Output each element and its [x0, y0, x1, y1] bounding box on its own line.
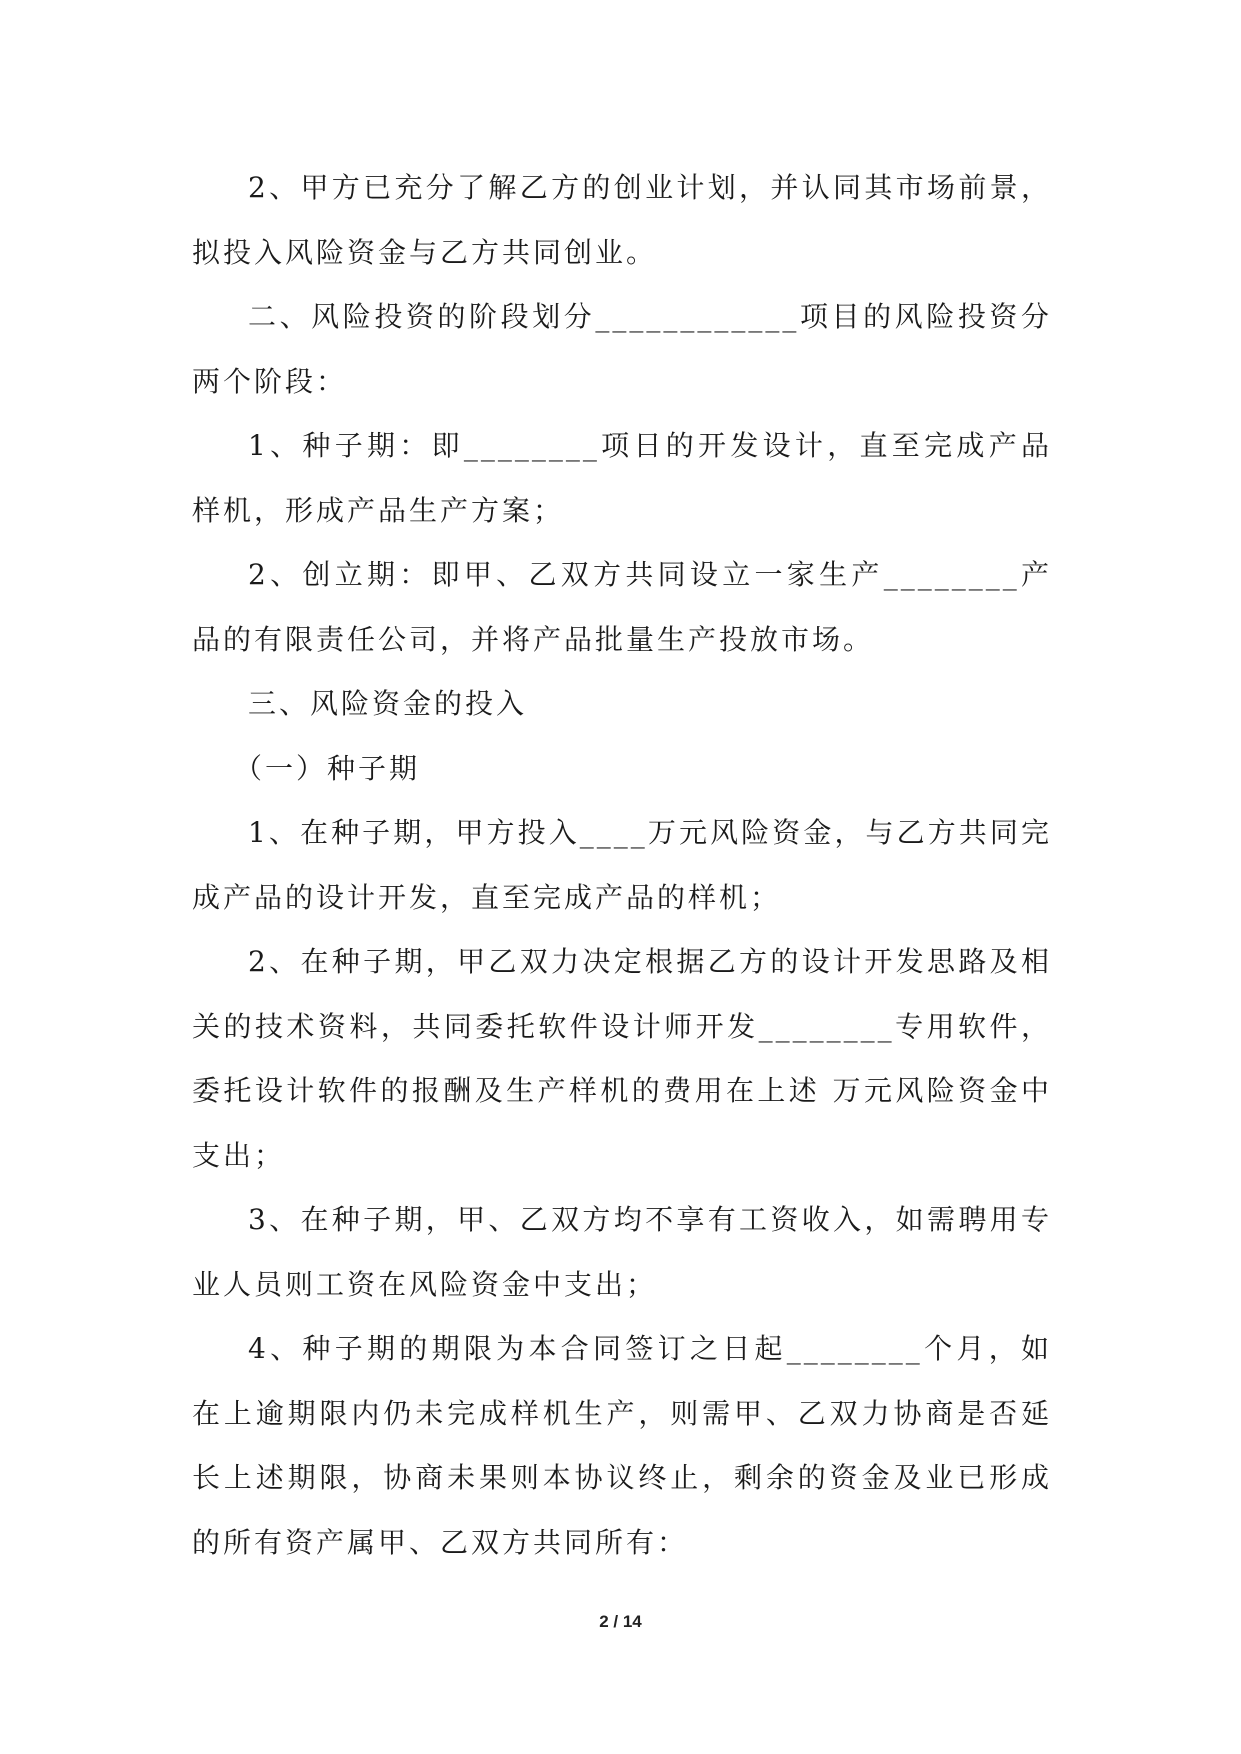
paragraph-software-commission: 2、在种子期，甲乙双力决定根据乙方的设计开发思路及相关的技术资料，共同委托软件设计师开发________专用软件，委托设计软件的报酬及生产样机的费用在上述 万元风险资金中支出； [192, 945, 1052, 1172]
paragraph-seed-stage-term: 4、种子期的期限为本合同签订之日起________个月，如在上逾期限内仍未完成样机生产，则需甲、乙双力协商是否延长上述期限，协商未果则本协议终止，剩余的资金及业已形成的所有资产属甲、乙双方共同所有： [192, 1332, 1052, 1559]
subsection-heading-seed-stage: （一）种子期 [234, 751, 421, 785]
page-number: 2 / 14 [599, 1612, 642, 1631]
section-heading-capital-input: 三、风险资金的投入 [248, 687, 528, 720]
section-heading-investment-stages: 二、风险投资的阶段划分____________项目的风险投资分两个阶段： [192, 300, 1052, 398]
paragraph-seed-investment-amount: 1、在种子期，甲方投入____万元风险资金，与乙方共同完成产品的设计开发，直至完成产品的样机； [192, 816, 1052, 914]
paragraph-seed-stage-definition: 1、种子期：即________项日的开发设计，直至完成产品样机，形成产品生产方案； [192, 429, 1052, 527]
document-body [192, 156, 1052, 1575]
paragraph-no-salary: 3、在种子期，甲、乙双方均不享有工资收入，如需聘用专业人员则工资在风险资金中支出； [192, 1203, 1052, 1301]
paragraph-startup-stage-definition: 2、创立期：即甲、乙双方共同设立一家生产________产品的有限责任公司，并将产品批量生产投放市场。 [192, 558, 1052, 656]
paragraph-party-a-understanding: 2、甲方已充分了解乙方的创业计划，并认同其市场前景，拟投入风险资金与乙方共同创业。 [192, 171, 1052, 269]
